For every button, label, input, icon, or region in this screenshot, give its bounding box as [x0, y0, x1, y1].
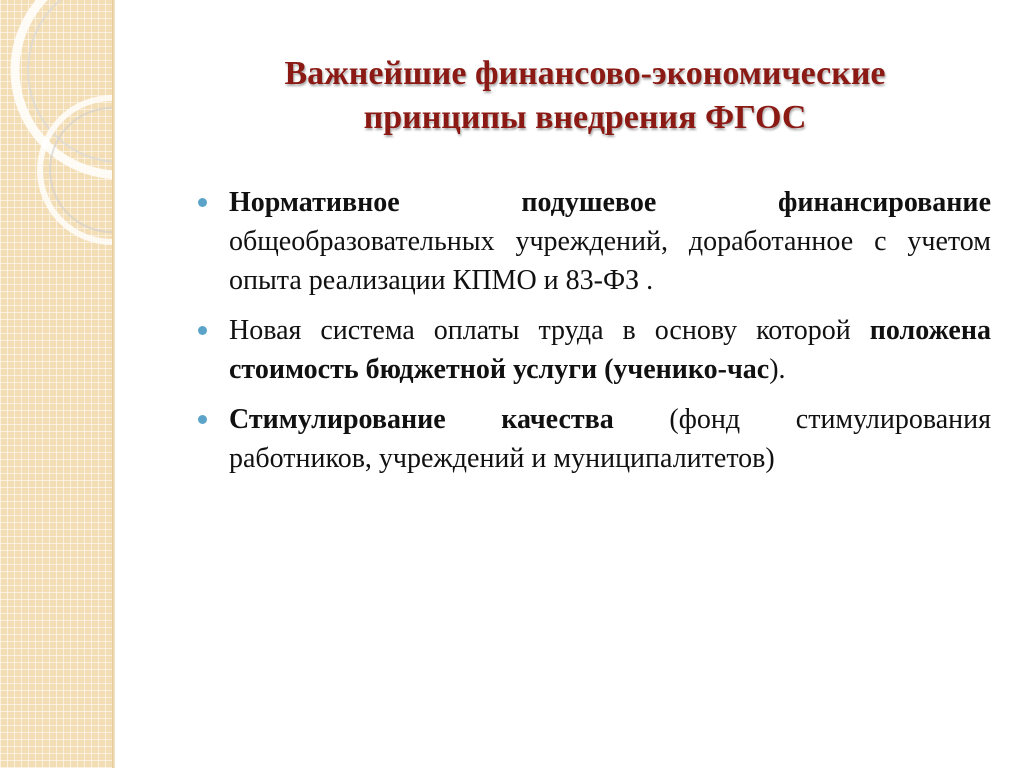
bullet-item-1	[196, 183, 991, 300]
bullet-1-bold: Нормативное подушевое финансирование	[229, 187, 991, 218]
title-line-2: принципы внедрения ФГОС	[363, 99, 807, 136]
bullet-item-3	[196, 400, 991, 478]
bullet-3-text: (фонд стимулирования работников, учреждений и муниципалитетов)	[229, 404, 991, 474]
bullet-dot-icon	[198, 326, 207, 335]
decorative-circles-graphic	[0, 0, 112, 768]
decorative-side-panel	[0, 0, 112, 768]
bullet-3-bold: Стимулирование качества	[229, 404, 614, 435]
side-panel-edge	[112, 0, 115, 768]
bullet-1-text: общеобразовательных учреждений, доработанное с учетом опыта реализации КПМО и 83-ФЗ .	[229, 226, 991, 296]
bullet-dot-icon	[198, 198, 207, 207]
bullet-2-text: Новая система оплаты труда в основу которой	[229, 315, 870, 346]
slide-title	[170, 52, 1000, 140]
title-line-1: Важнейшие финансово-экономические	[284, 55, 886, 92]
bullet-item-2	[196, 311, 991, 389]
bullet-dot-icon	[198, 415, 207, 424]
bullet-2-bold: положена стоимость бюджетной услуги (ученико-час	[229, 315, 991, 385]
bullet-list	[196, 183, 991, 489]
bullet-2-tail: ).	[769, 354, 786, 385]
